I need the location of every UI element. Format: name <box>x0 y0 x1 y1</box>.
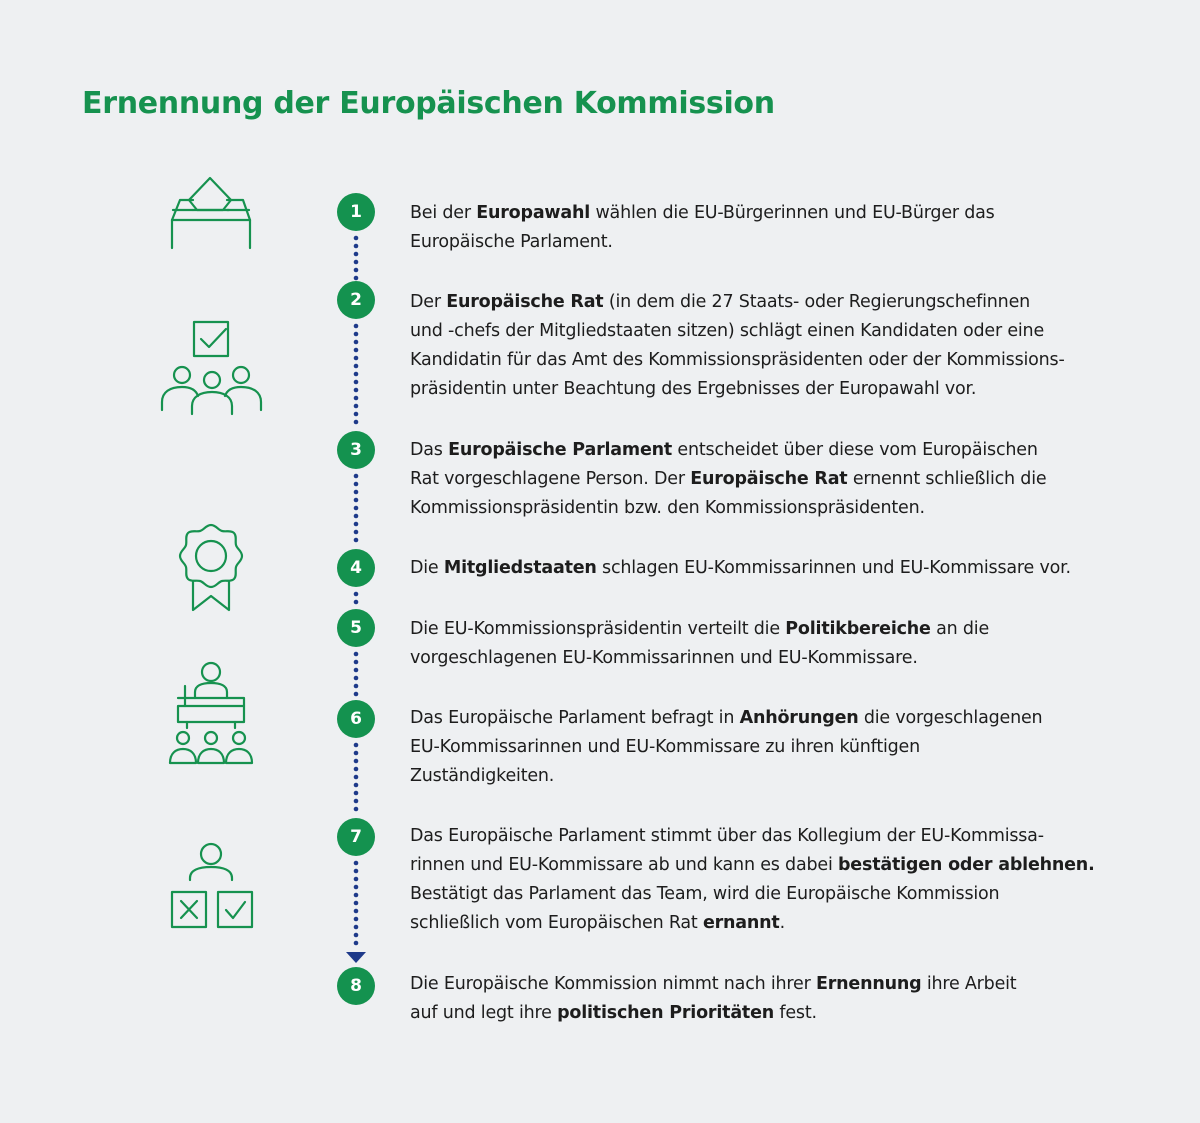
step-text: Der Europäische Rat (in dem die 27 Staats- oder Regierungschefinnen und -chefs der Mitgliedstaaten sitzen) schlägt einen Kandidaten oder eine Kandidatin für das Amt des Kommissionspräsidenten oder der Kommissions- präsidentin unter Beachtung des Ergebnisses der Europawahl vor. <box>410 292 1065 399</box>
timeline-dot <box>354 692 359 697</box>
timeline-dot <box>354 869 359 874</box>
timeline-dot <box>354 917 359 922</box>
ballot-box-icon <box>165 170 257 252</box>
timeline-dot <box>354 652 359 657</box>
timeline-dot <box>354 684 359 689</box>
step-text: Bei der Europawahl wählen die EU-Bürgerinnen und EU-Bürger das Europäische Parlament. <box>410 203 995 252</box>
step-text: Die EU-Kommissionspräsidentin verteilt die Politikbereiche an die vorgeschlagenen EU-Kommissarinnen und EU-Kommissare. <box>410 619 990 668</box>
timeline-dot <box>354 420 359 425</box>
timeline-dot <box>354 743 359 748</box>
timeline-dot <box>354 364 359 369</box>
page-title: Ernennung der Europäischen Kommission <box>82 86 775 121</box>
timeline-dot <box>354 514 359 519</box>
timeline-dot <box>354 600 359 605</box>
timeline-dot <box>354 807 359 812</box>
award-rosette-icon <box>178 522 244 614</box>
timeline-dot <box>354 340 359 345</box>
timeline-dot <box>354 260 359 265</box>
timeline-dot <box>354 396 359 401</box>
timeline-dot <box>354 522 359 527</box>
approve-reject-icon <box>165 840 257 932</box>
council-vote-icon <box>158 318 266 418</box>
timeline-dot <box>354 276 359 281</box>
step-number-badge: 6 <box>337 700 375 738</box>
timeline-dot <box>354 356 359 361</box>
timeline-dot <box>354 767 359 772</box>
step-number-badge: 7 <box>337 818 375 856</box>
timeline-dot <box>354 660 359 665</box>
timeline-dot <box>354 404 359 409</box>
parliament-hearing-icon <box>165 658 257 768</box>
step-text: Das Europäische Parlament entscheidet über diese vom Europäischen Rat vorgeschlagene Person. Der Europäische Rat ernennt schließlich die Kommissionspräsidentin bzw. den Kommissionspräsidenten. <box>410 440 1047 518</box>
timeline-dot <box>354 388 359 393</box>
timeline-dot <box>354 268 359 273</box>
timeline-dot <box>354 482 359 487</box>
timeline-dot <box>354 783 359 788</box>
step-text: Das Europäische Parlament stimmt über das Kollegium der EU-Kommissa- rinnen und EU-Kommissare ab und kann es dabei bestätigen oder ablehnen. Bestätigt das Parlament das Team, wird die Europäische Kommission schließlich vom Europäischen Rat ernannt. <box>410 826 1095 933</box>
step-number-badge: 5 <box>337 609 375 647</box>
timeline-dot <box>354 676 359 681</box>
step-number-badge: 8 <box>337 967 375 1005</box>
timeline-dot <box>354 244 359 249</box>
timeline-dot <box>354 506 359 511</box>
timeline-dot <box>354 885 359 890</box>
timeline-arrow-icon <box>346 952 366 963</box>
timeline-dot <box>354 412 359 417</box>
timeline-dot <box>354 877 359 882</box>
timeline-dot <box>354 474 359 479</box>
timeline-dot <box>354 324 359 329</box>
timeline-dot <box>354 861 359 866</box>
timeline-dot <box>354 901 359 906</box>
timeline-dot <box>354 380 359 385</box>
step-text: Das Europäische Parlament befragt in Anhörungen die vorgeschlagenen EU-Kommissarinnen und EU-Kommissare zu ihren künftigen Zuständigkeiten. <box>410 708 1043 786</box>
timeline-dot <box>354 791 359 796</box>
timeline-dot <box>354 236 359 241</box>
timeline-dot <box>354 538 359 543</box>
timeline-dot <box>354 893 359 898</box>
timeline-dot <box>354 933 359 938</box>
step-number-badge: 4 <box>337 549 375 587</box>
timeline-dot <box>354 490 359 495</box>
timeline-dot <box>354 252 359 257</box>
timeline-dot <box>354 941 359 946</box>
step-number-badge: 2 <box>337 281 375 319</box>
timeline-dot <box>354 799 359 804</box>
timeline-dot <box>354 372 359 377</box>
timeline-dot <box>354 925 359 930</box>
timeline-dot <box>354 775 359 780</box>
timeline-dot <box>354 759 359 764</box>
timeline-dot <box>354 751 359 756</box>
timeline-dot <box>354 348 359 353</box>
timeline-dot <box>354 498 359 503</box>
step-text: Die Europäische Kommission nimmt nach ihrer Ernennung ihre Arbeit auf und legt ihre politischen Prioritäten fest. <box>410 974 1017 1023</box>
timeline-dot <box>354 909 359 914</box>
step-number-badge: 3 <box>337 431 375 469</box>
timeline-dot <box>354 592 359 597</box>
timeline-dot <box>354 530 359 535</box>
step-text: Die Mitgliedstaaten schlagen EU-Kommissarinnen und EU-Kommissare vor. <box>410 558 1071 578</box>
step-number-badge: 1 <box>337 193 375 231</box>
timeline-dot <box>354 668 359 673</box>
timeline-dot <box>354 332 359 337</box>
